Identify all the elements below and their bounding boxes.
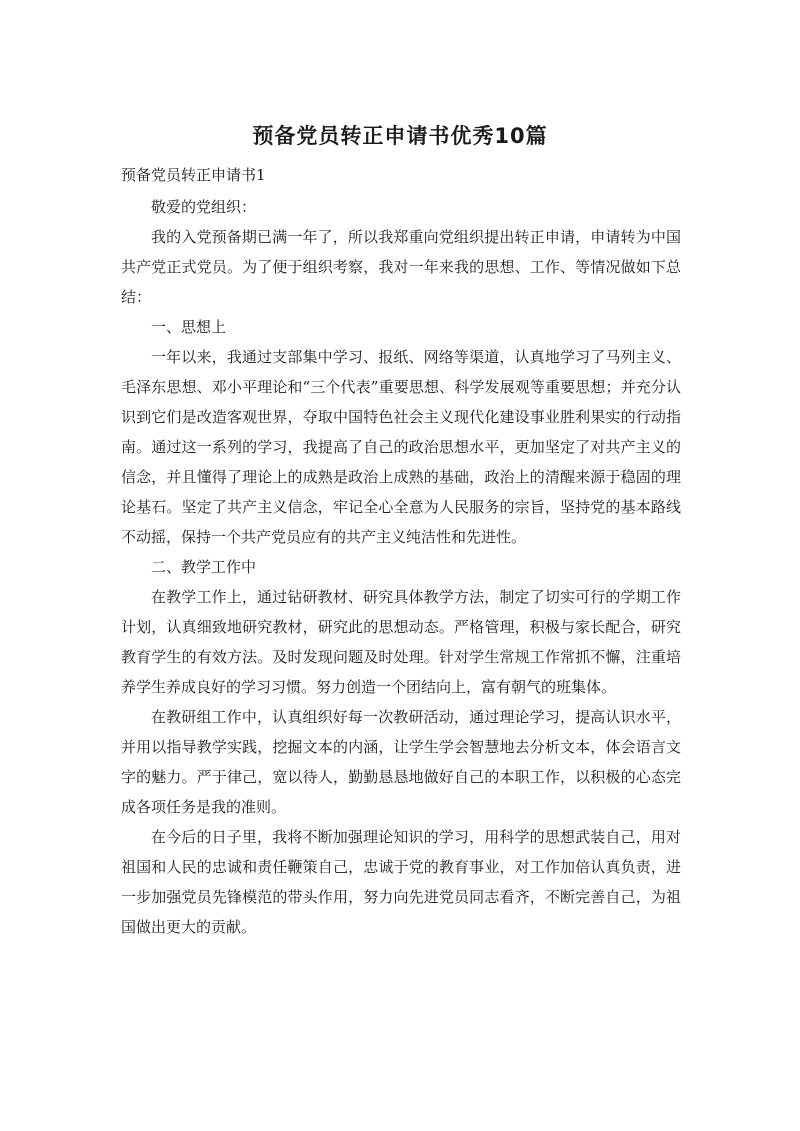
document-subtitle: 预备党员转正申请书1 — [121, 166, 266, 184]
paragraph-research-group: 在教研组工作中，认真组织好每一次教研活动，通过理论学习，提高认识水平，并用以指导教学实践，挖掘文本的内涵，让学生学会智慧地去分析文本，体会语言文字的魅力。严于律己，宽以待人，勤勤恳恳地做好自己的本职工作，以积极的心态完成各项任务是我的准则。 — [121, 708, 681, 816]
paragraph-thought: 一年以来，我通过支部集中学习、报纸、网络等渠道，认真地学习了马列主义、毛泽东思想、邓小平理论和“三个代表”重要思想、科学发展观等重要思想；并充分认识到它们是改造客观世界，夺取中国特色社会主义现代化建设事业胜利果实的行动指南。通过这一系列的学习，我提高了自己的政治思想水平，更加坚定了对共产主义的信念，并且懂得了理论上的成熟是政治上成熟的基础，政治上的清醒来源于稳固的理论基石。坚定了共产主义信念，牢记全心全意为人民服务的宗旨，坚持党的基本路线不动摇，保持一个共产党员应有的共产主义纯洁性和先进性。 — [121, 348, 681, 546]
document-title: 预备党员转正申请书优秀10篇 — [252, 124, 548, 148]
section-heading-teaching: 二、教学工作中 — [151, 558, 257, 576]
paragraph-teaching: 在教学工作上，通过钻研教材、研究具体教学方法，制定了切实可行的学期工作计划，认真细致地研究教材，研究此的思想动态。严格管理，积极与家长配合，研究教育学生的有效方法。及时发现问题及时处理。针对学生常规工作常抓不懈，注重培养学生养成良好的学习习惯。努力创造一个团结向上，富有朝气的班集体。 — [121, 588, 681, 696]
section-heading-thought: 一、思想上 — [151, 318, 227, 336]
paragraph-future: 在今后的日子里，我将不断加强理论知识的学习，用科学的思想武装自己，用对祖国和人民的忠诚和责任鞭策自己，忠诚于党的教育事业，对工作加倍认真负责，进一步加强党员先锋模范的带头作用，努力向先进党员同志看齐，不断完善自己，为祖国做出更大的贡献。 — [121, 828, 681, 936]
document-body — [121, 192, 681, 942]
salutation: 敬爱的党组织： — [151, 198, 257, 216]
paragraph-intro: 我的入党预备期已满一年了，所以我郑重向党组织提出转正申请，申请转为中国共产党正式党员。为了便于组织考察，我对一年来我的思想、工作、等情况做如下总结： — [121, 228, 681, 306]
